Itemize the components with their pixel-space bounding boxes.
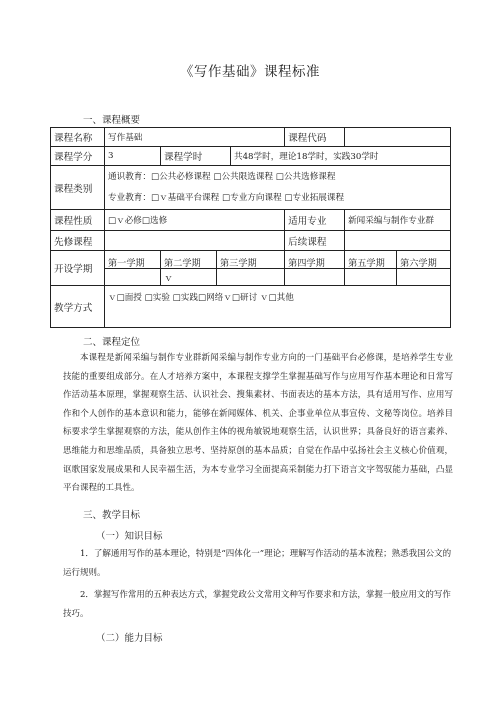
positioning-paragraph: 本课程是新闻采编与制作专业群新闻采编与制作专业方向的一门基础平台必修课，是培养学生专业技能的重要组成部分。在人才培养方案中，本课程支撑学生掌握基础写作与应用写作基本理论和日常写作活动基本原理，掌握观察生活、认识社会、搜集素材、书面表达的基本方法，具有适用写作、应用写作和个人创作的基本意识和能力，能够在新闻媒体、机关、企事业单位从事宣传、文秘等岗位。培养目标要求学生掌握观察的方法，能从创作主体的视角敏锐地观察生活，认识世界；具备良好的语言素养、思维能力和思维品质，具备独立思考、坚持原创的基本品质；自觉在作品中弘扬社会主义核心价值观，讴歌国家发展成果和人民幸福生活，为本专业学习全面提高采制能力打下语言文字驾驭能力基础，凸显平台课程的工具性。 xyxy=(63,353,453,494)
semester-4-cell xyxy=(285,251,345,286)
semester-6-heading: 第六学期 xyxy=(400,258,437,269)
semester-5-cell xyxy=(345,251,397,286)
professional-education-options: 专业教育：□ｖ基础平台课程 □专业方向课程 □专业拓展课程 xyxy=(108,192,345,203)
semester-4-heading: 第四学期 xyxy=(288,258,325,269)
teaching-method-label: 教学方式 xyxy=(51,286,105,328)
semester-3-cell xyxy=(217,251,285,286)
document-title: 《写作基础》课程标准 xyxy=(180,64,320,80)
semester-2-check: ｖ xyxy=(164,274,174,284)
credit-value: 3 xyxy=(105,147,161,166)
semester-1-heading: 第一学期 xyxy=(108,258,145,269)
credit-label: 课程学分 xyxy=(51,147,105,166)
semester-2-heading: 第二学期 xyxy=(164,258,201,269)
semester-1-cell xyxy=(105,251,161,286)
course-nature-label: 课程性质 xyxy=(51,210,105,231)
knowledge-goal-1: 1．了解通用写作的基本理论，特别是“四体化一”理论；理解写作活动的基本流程；熟悉我国公文的运行规则。 xyxy=(63,549,452,578)
teaching-method-options: ｖ□面授 □实验 □实践□网络ｖ□研讨 ｖ□其他 xyxy=(105,286,451,328)
course-type-options xyxy=(105,166,451,210)
semester-6-cell xyxy=(397,251,451,286)
followup-course-label: 后续课程 xyxy=(285,231,345,251)
course-type-label: 课程类别 xyxy=(51,166,105,210)
subheading-knowledge-goals: （一）知识目标 xyxy=(96,531,163,542)
prerequisite-value xyxy=(105,231,285,251)
general-education-options: 通识教育：□公共必修课程 □公共限选课程 □公共选修课程 xyxy=(108,171,336,182)
section-heading-positioning: 二、课程定位 xyxy=(83,337,141,348)
followup-course-value xyxy=(345,231,451,251)
course-code-value xyxy=(345,128,451,147)
course-nature-value: □ｖ必修□选修 xyxy=(105,210,285,231)
section-heading-overview: 一、课程概要 xyxy=(83,115,141,126)
semester-2-cell xyxy=(161,251,217,286)
semester-5-heading: 第五学期 xyxy=(348,258,385,269)
hours-value: 共48学时，理论18学时，实践30学时 xyxy=(231,147,451,166)
course-name-value: 写作基础 xyxy=(105,128,285,147)
hours-label: 课程学时 xyxy=(161,147,231,166)
subheading-ability-goals: （二）能力目标 xyxy=(96,633,163,644)
knowledge-goal-2: 2．掌握写作常用的五种表达方式，掌握党政公文常用文种写作要求和方法，掌握一般应用文的写作技巧。 xyxy=(63,590,451,619)
applicable-major-value: 新闻采编与制作专业群 xyxy=(345,210,451,231)
course-overview-table xyxy=(50,127,451,328)
course-name-label: 课程名称 xyxy=(51,128,105,147)
course-code-label: 课程代码 xyxy=(285,128,345,147)
semester-label: 开设学期 xyxy=(51,251,105,286)
prerequisite-label: 先修课程 xyxy=(51,231,105,251)
applicable-major-label: 适用专业 xyxy=(285,210,345,231)
section-heading-objectives: 三、教学目标 xyxy=(83,510,141,521)
semester-3-heading: 第三学期 xyxy=(220,258,257,269)
